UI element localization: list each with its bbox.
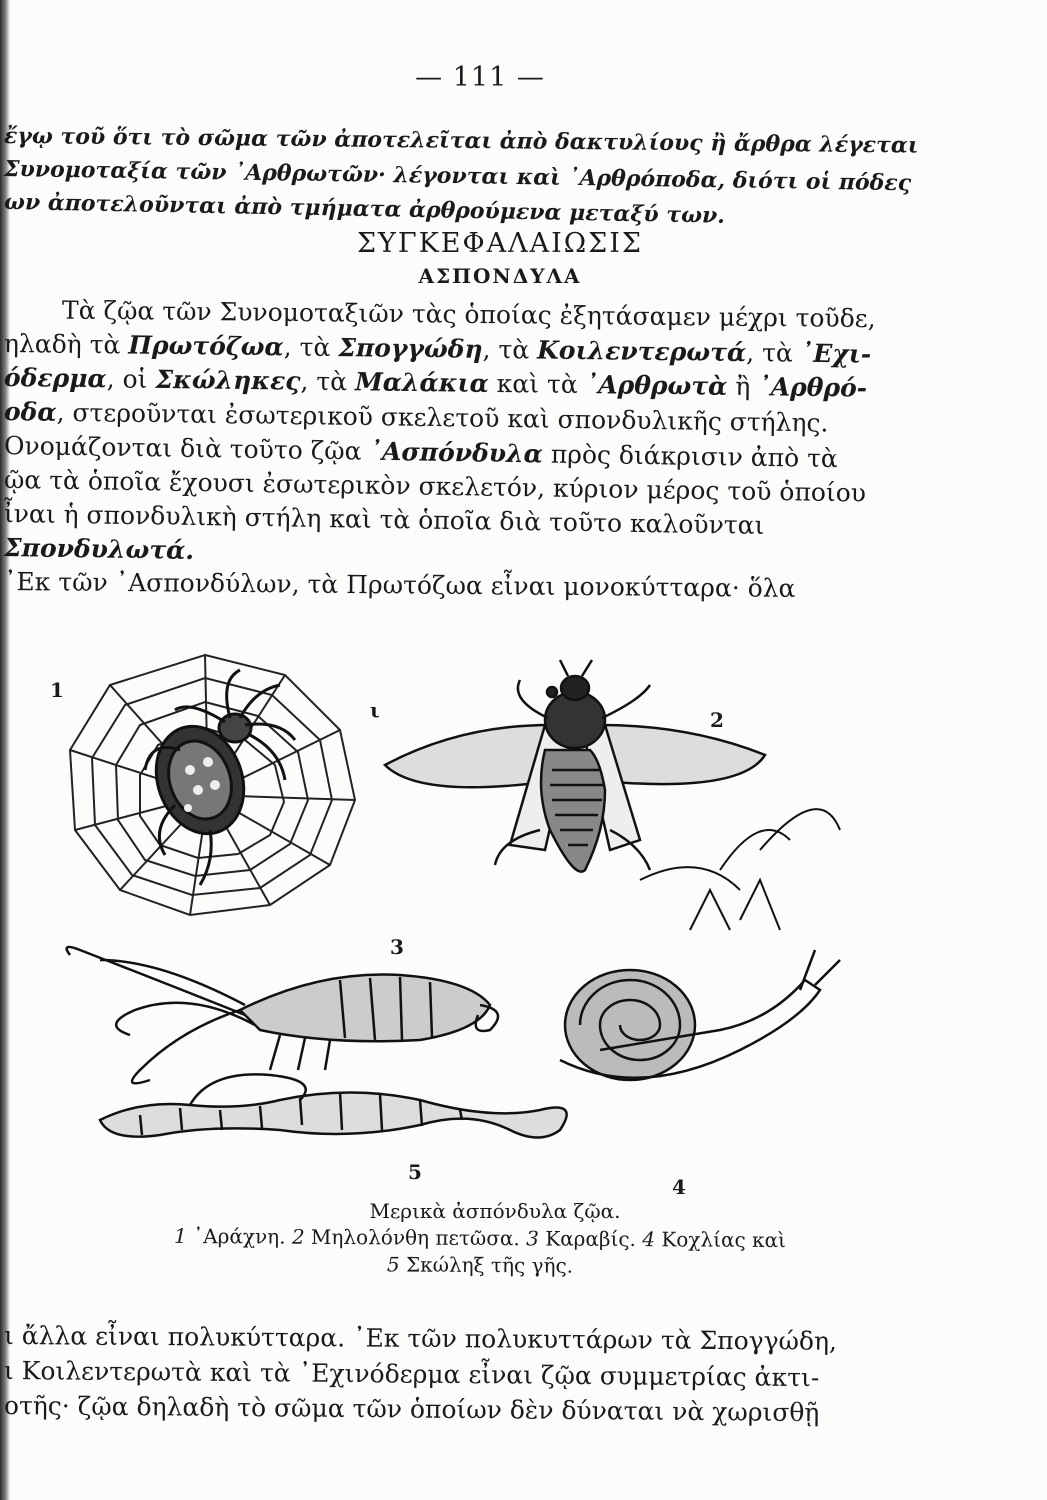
spider-drawing bbox=[142, 670, 295, 885]
intro-line: ἔγῳ τοῦ ὅτι τὸ σῶμα τῶν ἀποτελεῖται ἀπὸ δακτυλίους ἢ ἄρθρα λέγεται bbox=[3, 123, 919, 159]
keyword-vertebrates: Σπονδυλωτά. bbox=[3, 533, 195, 565]
page-gutter-shadow bbox=[0, 0, 10, 1500]
body-line: ηλαδὴ τὰ Πρωτόζωα, τὰ Σπογγώδη, τὰ Κοιλεντερωτά, τὰ ᾿Εχι- bbox=[3, 329, 872, 369]
intro-line: ων ἀποτελοῦνται ἀπὸ τμήματα ἀρθρούμενα μεταξύ των. bbox=[3, 189, 726, 229]
body-line: ἶναι ἡ σπονδυλικὴ στήλη καὶ τὰ ὁποῖα διὰ τοῦτο καλοῦνται bbox=[3, 499, 765, 540]
summary-paragraph bbox=[3, 293, 944, 603]
intro-line: Συνομοταξία τῶν ᾿Αρθρωτῶν· λέγονται καὶ ᾿Αρθρόποδα, διότι οἱ πόδες bbox=[3, 156, 912, 197]
figure-label-earthworm: 5 bbox=[408, 1160, 422, 1184]
body-line: Τὰ ζῷα τῶν Συνομοταξιῶν τὰς ὁποίας ἐξητάσαμεν μέχρι τοῦδε, bbox=[61, 295, 876, 334]
caption-legend: 5 Σκώληξ τῆς γῆς. bbox=[386, 1252, 574, 1278]
body-line: ι ἄλλα εἶναι πολυκύτταρα. ᾿Εκ τῶν πολυκυττάρων τὰ Σπογγώδη, bbox=[3, 1321, 838, 1356]
body-line: όδερμα, οἱ Σκώληκες, τὰ Μαλάκια καὶ τὰ ᾿Αρθρωτὰ ἢ ᾿Αρθρό- bbox=[3, 363, 868, 403]
earthworm-drawing bbox=[100, 1074, 567, 1137]
keyword-molluscs: Μαλάκια bbox=[354, 367, 489, 398]
keyword-arthropods: ᾿Αρθρωτὰ bbox=[585, 370, 728, 401]
figure-label-spider: 1 bbox=[50, 678, 64, 702]
keyword-coelenterates: Κοιλεντερωτά bbox=[536, 335, 747, 368]
keyword-arthropoda: ᾿Αρθρό- bbox=[758, 372, 868, 403]
figure-label-beetle: 2 bbox=[710, 708, 724, 732]
beetle-drawing bbox=[385, 660, 765, 872]
crayfish-drawing bbox=[67, 947, 498, 1083]
figure-label-mark: ι bbox=[370, 698, 380, 722]
caption-title: Μερικὰ ἀσπόνδυλα ζῷα. bbox=[369, 1199, 621, 1223]
illustration-drawing bbox=[40, 630, 880, 1200]
keyword-worms: Σκώληκες bbox=[155, 364, 301, 396]
keyword-echinoderms: ᾿Εχι- bbox=[800, 338, 872, 369]
figure-caption bbox=[60, 1198, 900, 1279]
body-line: ᾿Εκ τῶν ᾿Ασπονδύλων, τὰ Πρωτόζωα εἶναι μονοκύτταρα· ὅλα bbox=[3, 567, 796, 603]
figure-label-crayfish: 3 bbox=[390, 935, 404, 959]
body-line: οδα, στεροῦνται ἐσωτερικοῦ σκελετοῦ καὶ σπονδυλικῆς στήλης. bbox=[3, 397, 829, 438]
section-title: ΣΥΓΚΕΦΑΛΑΙΩΣΙΣ bbox=[356, 228, 644, 259]
body-line: οτῆς· ζῷα δηλαδὴ τὸ σῶμα τῶν ὁποίων δὲν δύναται νὰ χωρισθῇ bbox=[3, 1391, 820, 1428]
figure-label-snail: 4 bbox=[672, 1175, 686, 1199]
keyword-sponges: Σπογγώδη bbox=[338, 333, 483, 364]
keyword-protozoa: Πρωτόζωα bbox=[128, 330, 284, 362]
invertebrates-illustration bbox=[40, 630, 880, 1200]
intro-paragraph bbox=[3, 120, 934, 229]
section-subtitle: ΑΣΠΟΝΔΥΛΑ bbox=[418, 264, 582, 288]
caption-legend: 1 ᾿Αράχνη. 2 Μηλολόνθη πετῶσα. 3 Καραβίς. 4 Κοχλίας καὶ bbox=[174, 1223, 786, 1253]
body-line: Ονομάζονται διὰ τοῦτο ζῷα ᾿Ασπόνδυλα πρὸς διάκρισιν ἀπὸ τὰ bbox=[3, 431, 839, 474]
body-line: ι Κοιλεντερωτὰ καὶ τὰ ᾿Εχινόδερμα εἶναι ζῷα συμμετρίας ἀκτι- bbox=[3, 1356, 820, 1393]
keyword-invertebrates: ᾿Ασπόνδυλα bbox=[369, 436, 544, 469]
snail-drawing bbox=[560, 809, 840, 1080]
continuation-paragraph bbox=[3, 1318, 944, 1428]
page-number: — 111 — bbox=[415, 62, 545, 93]
body-line: ῷα τὰ ὁποῖα ἔχουσι ἐσωτερικὸν σκελετόν, κύριον μέρος τοῦ ὁποίου bbox=[3, 465, 867, 508]
